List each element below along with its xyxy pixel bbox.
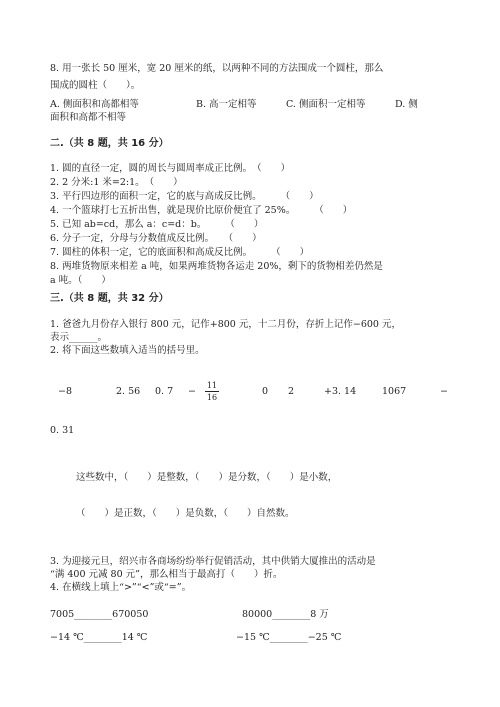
s3-q1-line1: 1. 爸爸九月份存入银行 800 元，记作+800 元，十二月份，存折上记作−600 元， [50,319,401,330]
compare-4: −15 ℃________−25 ℃ [236,632,342,643]
s2-item-8-cont: a 吨。（ ） [50,275,111,286]
s2-item-4: 4. 一个篮球打七五折出售，就是现价比原价便宜了 25%。 （ ） [50,205,353,216]
compare-3: −14 ℃________14 ℃ [50,632,148,643]
s3-fill-line1: 这些数中，（ ）是整数，（ ）是分数，（ ）是小数， [76,472,338,483]
q8-option-d: D. 侧 [395,99,418,110]
s3-fill-line2: （ ）是正数，（ ）是负数，（ ）自然数。 [76,508,295,519]
q8-option-d-cont: 面积和高都不相等 [50,112,127,123]
q8-option-a: A. 侧面积和高都相等 [50,99,139,110]
q8-text: 8. 用一张长 50 厘米，宽 20 厘米的纸，以两种不同的方法围成一个圆柱，那么 [50,63,384,74]
number-0: 0 [262,386,269,397]
s3-q3-line2: “满 400 元减 80 元”，那么相当于最高打（ ）折。 [50,569,283,580]
q8-text-cont: 围成的圆柱（ ）。 [50,80,141,91]
s2-item-5: 5. 已知 ab=cd，那么 a：c=d：b。 （ ） [50,219,264,230]
fraction-bar [205,391,219,392]
compare-1: 7005________670050 [50,609,149,620]
compare-2: 80000________8 万 [242,609,329,620]
number-neg8: −8 [58,386,73,397]
q8-option-b: B. 高一定相等 [196,99,257,110]
fraction-11-16 [205,381,219,402]
number-plus-3-14: +3. 14 [324,386,357,397]
number-1067: 1067 [382,386,407,397]
number-2-56: 2. 56 [116,386,141,397]
q8-option-c: C. 侧面积一定相等 [286,99,366,110]
number-minus-sign-2: − [440,386,448,397]
s2-item-3: 3. 平行四边形的面积一定，它的底与高成反比例。 （ ） [50,191,319,202]
s2-item-1: 1. 圆的直径一定，圆的周长与圆周率成正比例。 （ ） [50,163,291,174]
s2-item-2: 2. 2 分米:1 米=2:1。 （ ） [50,177,183,188]
s3-q1-line2: 表示______。 [50,332,108,343]
s2-item-7: 7. 圆柱的体积一定，它的底面积和高成反比例。 （ ） [50,247,310,258]
section3-title: 三.（共 8 题，共 32 分） [50,293,169,304]
fraction-denominator: 16 [206,393,218,402]
section2-title: 二.（共 8 题，共 16 分） [50,138,169,149]
s2-item-6: 6. 分子一定，分母与分数值成反比例。 （ ） [50,233,262,244]
number-0-31: 0. 31 [50,425,75,436]
fraction-numerator: 11 [206,381,218,390]
s3-q2: 2. 将下面这些数填入适当的括号里。 [50,345,205,356]
number-2: 2 [288,386,295,397]
s2-item-8: 8. 两堆货物原来相差 a 吨，如果两堆货物各运走 20%，剩下的货物相差仍然是 [50,261,383,272]
number-0-7: 0. 7 [155,386,174,397]
s3-q4: 4. 在横线上填上“>”“<”或“=”。 [50,582,192,593]
s3-q3-line1: 3. 为迎接元旦，绍兴市各商场纷纷举行促销活动，其中供销大厦推出的活动是 [50,556,376,567]
number-minus-sign: − [188,386,196,397]
